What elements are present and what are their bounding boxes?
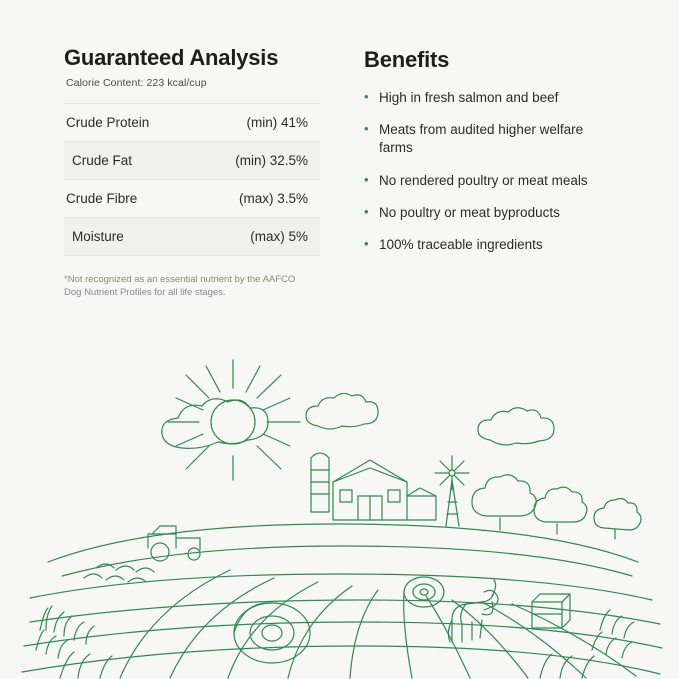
windmill-icon: [435, 456, 469, 526]
hay-bale-small-icon: [404, 577, 444, 607]
list-item: • High in fresh salmon and beef: [364, 89, 614, 107]
tree-icon-2: [534, 487, 587, 534]
barn-annex-icon: [407, 488, 436, 520]
table-row: [64, 180, 320, 218]
list-item: • Meats from audited higher welfare farms: [364, 121, 614, 157]
list-item: • No poultry or meat byproducts: [364, 204, 614, 222]
table-row: [64, 142, 320, 180]
cloud-icon-far-right: [478, 408, 554, 445]
nutrient-value: (max) 5%: [250, 229, 308, 244]
cloud-icon-right: [306, 393, 378, 429]
nutrient-label: Crude Protein: [66, 115, 150, 130]
grass-tufts-left: [36, 606, 94, 658]
list-item: • No rendered poultry or meat meals: [364, 172, 614, 190]
list-item: • 100% traceable ingredients: [364, 236, 614, 254]
guaranteed-analysis-table: [64, 103, 320, 256]
nutrient-label: Moisture: [72, 229, 124, 244]
barn-icon: [333, 460, 407, 520]
table-row: [64, 218, 320, 256]
nutrient-label: Crude Fat: [72, 153, 133, 168]
nutrient-value: (max) 3.5%: [238, 191, 308, 206]
aafco-footnote: *Not recognized as an essential nutrient by the AAFCO Dog Nutrient Profiles for all life stages.: [64, 274, 296, 298]
grass-tufts-right: [592, 610, 634, 658]
benefits-section: [364, 45, 639, 309]
nutrient-label: Crude Fibre: [66, 191, 138, 206]
benefits-list: [364, 89, 639, 254]
benefits-title: Benefits: [364, 47, 450, 72]
guaranteed-analysis-section: [64, 45, 320, 309]
cloud-icon-left: [162, 399, 268, 449]
content-columns: [0, 0, 679, 309]
sun-rays-icon: [168, 360, 300, 480]
dog-icon: [448, 580, 498, 642]
tree-icon-3: [594, 499, 641, 539]
hay-bale-large-icon: [234, 603, 310, 663]
nutrient-value: (min) 32.5%: [235, 153, 308, 168]
tree-icon-1: [472, 475, 536, 530]
page-title: Guaranteed Analysis: [64, 45, 279, 70]
table-row: [64, 103, 320, 142]
nutrient-value: (min) 41%: [246, 115, 308, 130]
crop-cluster-left: [84, 564, 154, 582]
calorie-content-text: Calorie Content: 223 kcal/cup: [66, 77, 207, 89]
field-horizon-lines: [30, 524, 652, 600]
farm-landscape-illustration: [0, 330, 679, 679]
silo-icon: [311, 453, 329, 512]
